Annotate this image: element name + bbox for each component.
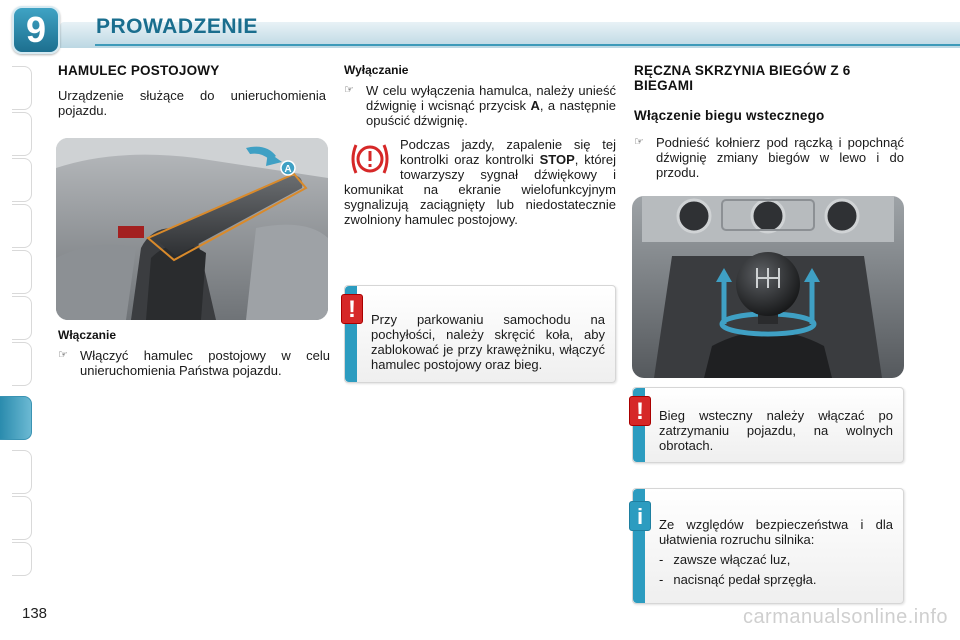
brake-warning-lamp-icon bbox=[344, 137, 396, 181]
chapter-tab-1[interactable] bbox=[12, 66, 32, 110]
gearbox-title: RĘCZNA SKRZYNIA BIEGÓW Z 6 BIEGAMI bbox=[634, 63, 851, 93]
chapter-tab-3[interactable] bbox=[12, 158, 32, 202]
chapter-tab-10[interactable] bbox=[12, 450, 32, 494]
page-header bbox=[0, 0, 960, 50]
chapter-tab-12[interactable] bbox=[12, 542, 32, 576]
parking-note bbox=[344, 285, 616, 383]
release-button-letter: A bbox=[530, 98, 540, 113]
pointer-icon: ☞ bbox=[58, 349, 68, 361]
reverse-text: Podnieść kołnierz pod rączką i popchnąć dźwignię zmiany biegów w lewo i do przodu. bbox=[656, 135, 904, 180]
release-text-after: , a następnie opuścić dźwignię. bbox=[366, 98, 616, 128]
engage-section bbox=[58, 328, 330, 378]
brake-warning bbox=[344, 137, 616, 227]
list-item: - nacisnąć pedał sprzęgła. bbox=[659, 572, 817, 587]
safety-note bbox=[632, 488, 904, 604]
warning-icon: ! bbox=[341, 294, 363, 324]
list-item: - zawsze włączać luz, bbox=[659, 552, 791, 567]
button-a-label: A bbox=[284, 164, 292, 175]
warning-text-a: Podczas jazdy, zapalenie się tej kontrolki oraz kontrolki bbox=[400, 137, 616, 167]
pointer-icon: ☞ bbox=[634, 136, 644, 148]
gearbox-section bbox=[634, 63, 904, 180]
chapter-number: 9 bbox=[25, 9, 47, 50]
gear-lever-photo bbox=[632, 196, 904, 378]
reverse-note-text: Bieg wsteczny należy włączać po zatrzymaniu pojazdu, na wolnych obrotach. bbox=[659, 408, 893, 453]
handbrake-photo bbox=[56, 138, 328, 320]
chapter-badge bbox=[12, 6, 60, 54]
page-title: PROWADZENIE bbox=[96, 15, 258, 38]
reverse-note bbox=[632, 387, 904, 463]
chapter-tab-7[interactable] bbox=[12, 342, 32, 386]
release-section bbox=[344, 63, 616, 128]
chapter-tab-2[interactable] bbox=[12, 112, 32, 156]
release-text-before: W celu wyłączenia hamulca, należy unieść dźwignię i wcisnąć przycisk bbox=[366, 83, 616, 113]
page-number: 138 bbox=[22, 605, 48, 622]
release-bullet bbox=[344, 83, 616, 128]
chapter-tab-6[interactable] bbox=[12, 296, 32, 340]
parking-brake-title: HAMULEC POSTOJOWY bbox=[58, 63, 220, 78]
warning-keyword: STOP bbox=[539, 152, 575, 167]
header-underline bbox=[95, 44, 960, 46]
engage-text: Włączyć hamulec postojowy w celu unieruchomienia Państwa pojazdu. bbox=[80, 348, 330, 378]
chapter-tab-4[interactable] bbox=[12, 204, 32, 248]
warning-text-b: , której towarzyszy sygnał dźwiękowy i komunikat na ekranie wielofunkcyjnym sygnalizują zaciągnięty lub niedostatecznie zwolniony hamulec postojowy. bbox=[344, 152, 616, 227]
safety-note-body bbox=[659, 517, 893, 587]
watermark: carmanualsonline.info bbox=[742, 606, 948, 628]
engage-title: Włączanie bbox=[58, 328, 117, 342]
parking-note-text: Przy parkowaniu samochodu na pochyłości, należy skręcić koła, aby zablokować je przy krawężniku, włączyć hamulec postojowy oraz bieg. bbox=[371, 312, 605, 372]
chapter-tab-11[interactable] bbox=[12, 496, 32, 540]
pointer-icon: ☞ bbox=[344, 84, 354, 96]
parking-brake-section bbox=[58, 63, 328, 118]
release-title: Wyłączanie bbox=[344, 63, 409, 77]
chapter-tab-9-active[interactable] bbox=[0, 396, 32, 440]
parking-brake-intro: Urządzenie służące do unieruchomienia pojazdu. bbox=[58, 88, 326, 118]
warning-icon: ! bbox=[629, 396, 651, 426]
safety-note-intro: Ze względów bezpieczeństwa i dla ułatwienia rozruchu silnika: bbox=[659, 517, 893, 547]
info-icon: i bbox=[629, 501, 651, 531]
reverse-title: Włączenie biegu wstecznego bbox=[634, 108, 825, 123]
reverse-bullet bbox=[634, 135, 904, 180]
chapter-tabs bbox=[0, 66, 34, 578]
chapter-tab-5[interactable] bbox=[12, 250, 32, 294]
engage-bullet bbox=[58, 348, 330, 378]
